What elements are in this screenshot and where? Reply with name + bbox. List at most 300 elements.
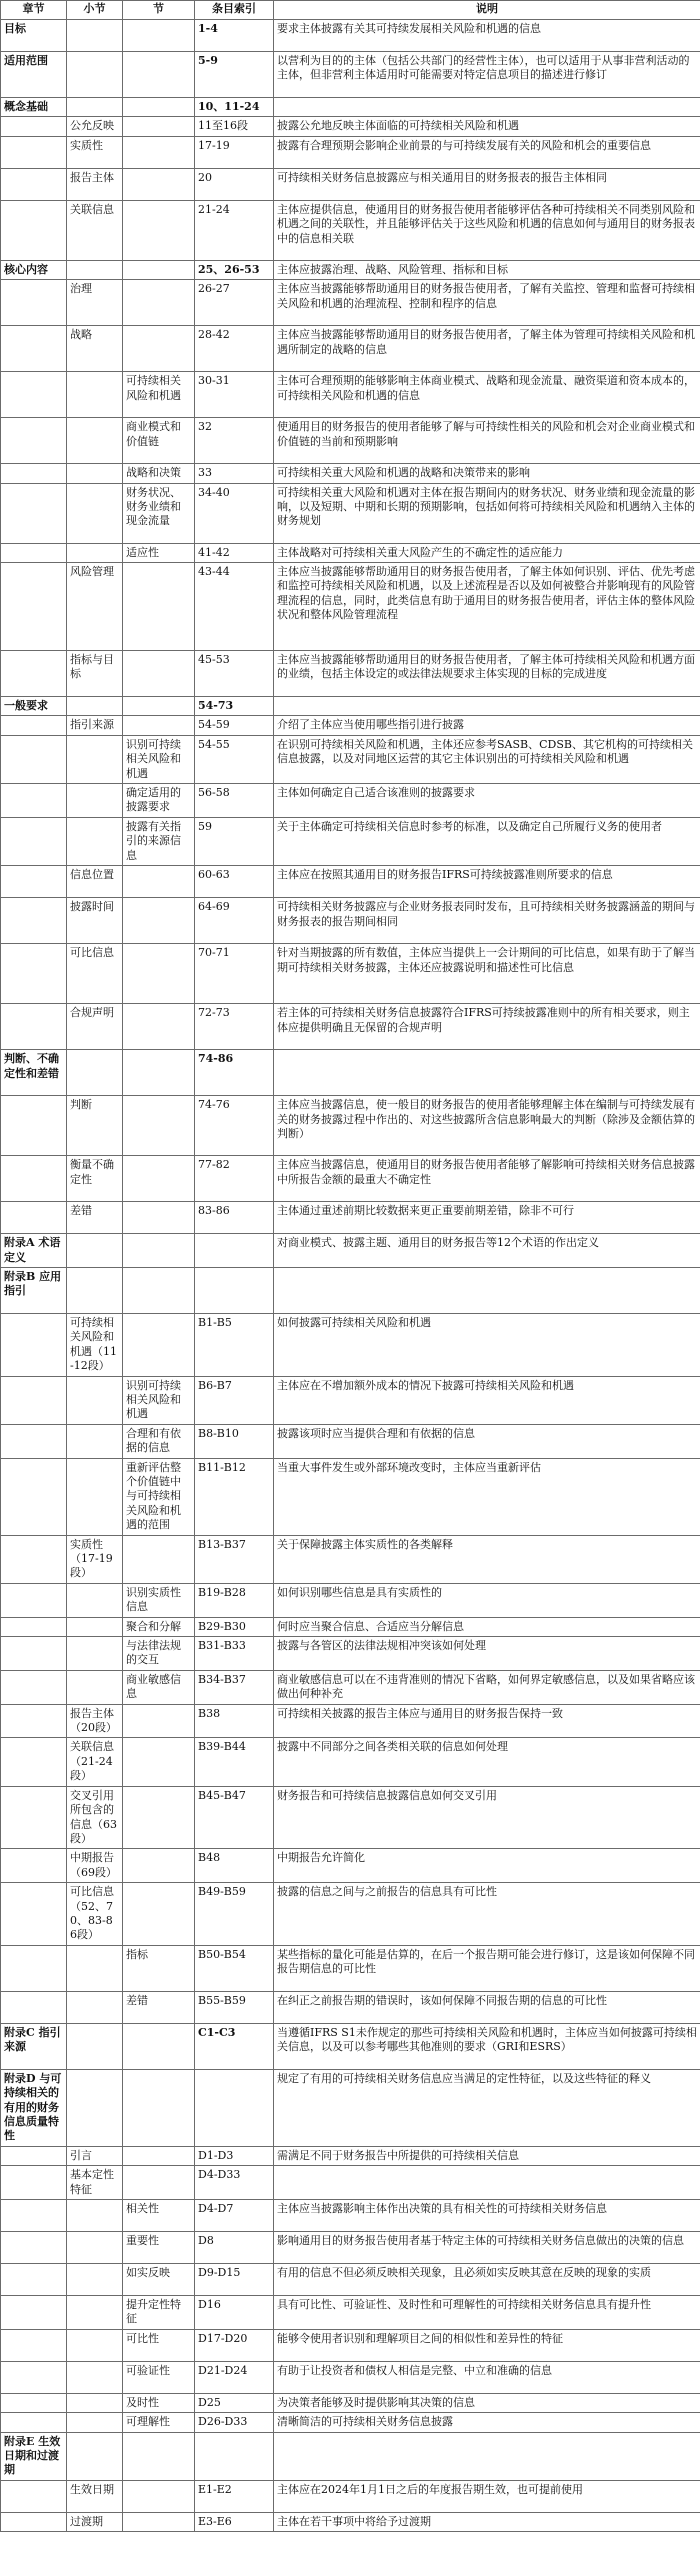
table-row xyxy=(1,2480,700,2512)
cell-subsection xyxy=(67,2393,123,2412)
cell-section xyxy=(123,2166,195,2200)
cell-subsection xyxy=(67,2232,123,2264)
table-header-row xyxy=(1,1,700,20)
cell-chapter: 核心内容 xyxy=(1,260,67,279)
cell-index: 54-59 xyxy=(195,716,274,735)
cell-subsection: 披露时间 xyxy=(67,898,123,944)
cell-index: 1-4 xyxy=(195,20,274,52)
cell-section: 差错 xyxy=(123,1991,195,2023)
cell-index: B45-B47 xyxy=(195,1786,274,1849)
cell-section: 商业敏感信息 xyxy=(123,1670,195,1704)
cell-description: 主体通过重述前期比较数据来更正重要前期差错，除非不可行 xyxy=(274,1202,700,1234)
table-row xyxy=(1,1617,700,1636)
header-index: 条目索引 xyxy=(195,1,274,20)
cell-description: 关于主体确定可持续相关信息时参考的标准，以及确定自己所履行义务的使用者 xyxy=(274,817,700,865)
cell-index: 20 xyxy=(195,168,274,200)
cell-index: 74-86 xyxy=(195,1050,274,1096)
cell-section xyxy=(123,2023,195,2069)
cell-section xyxy=(123,98,195,117)
table-row xyxy=(1,543,700,562)
cell-subsection xyxy=(67,2069,123,2146)
cell-description: 对商业模式、披露主题、通用目的财务报告等12个术语的作出定义 xyxy=(274,1234,700,1268)
cell-description: 主体应在不增加额外成本的情况下披露可持续相关风险和机遇 xyxy=(274,1376,700,1424)
table-row xyxy=(1,1458,700,1535)
table-row xyxy=(1,2166,700,2200)
table-row xyxy=(1,1583,700,1617)
table-row xyxy=(1,1849,700,1883)
table-row xyxy=(1,1313,700,1376)
cell-chapter xyxy=(1,2480,67,2512)
cell-index xyxy=(195,1267,274,1313)
cell-subsection: 判断 xyxy=(67,1096,123,1156)
cell-subsection: 关联信息（21-24段） xyxy=(67,1738,123,1786)
cell-index: 43-44 xyxy=(195,563,274,651)
cell-chapter xyxy=(1,1670,67,1704)
cell-description: 在识别可持续相关风险和机遇，主体还应参考SASB、CDSB、其它机构的可持续相关信息披露，以及对同地区运营的其它主体识别出的可持续相关风险和机遇 xyxy=(274,735,700,783)
cell-section xyxy=(123,280,195,326)
cell-description: 在纠正之前报告期的错误时，该如何保障不同报告期的信息的可比性 xyxy=(274,1991,700,2023)
cell-chapter xyxy=(1,543,67,562)
table-row xyxy=(1,326,700,372)
cell-chapter xyxy=(1,200,67,260)
cell-section: 识别可持续相关风险和机遇 xyxy=(123,1376,195,1424)
cell-index: 33 xyxy=(195,464,274,483)
cell-chapter xyxy=(1,1535,67,1583)
cell-chapter xyxy=(1,1004,67,1050)
header-section: 节 xyxy=(123,1,195,20)
table-row xyxy=(1,260,700,279)
table-row xyxy=(1,1535,700,1583)
table-row xyxy=(1,2432,700,2480)
cell-section xyxy=(123,200,195,260)
table-row xyxy=(1,1202,700,1234)
cell-chapter xyxy=(1,2146,67,2165)
cell-index: 54-73 xyxy=(195,697,274,716)
cell-index: D1-D3 xyxy=(195,2146,274,2165)
cell-subsection xyxy=(67,1234,123,1268)
cell-section xyxy=(123,563,195,651)
cell-chapter xyxy=(1,1424,67,1458)
cell-subsection xyxy=(67,1267,123,1313)
cell-subsection xyxy=(67,2296,123,2330)
cell-subsection xyxy=(67,1637,123,1671)
cell-index: B19-B28 xyxy=(195,1583,274,1617)
cell-section: 披露有关指引的来源信息 xyxy=(123,817,195,865)
cell-index: 34-40 xyxy=(195,483,274,543)
cell-section xyxy=(123,168,195,200)
cell-index: 72-73 xyxy=(195,1004,274,1050)
cell-index: 74-76 xyxy=(195,1096,274,1156)
cell-subsection xyxy=(67,2413,123,2432)
cell-subsection: 实质性 xyxy=(67,136,123,168)
table-row xyxy=(1,1704,700,1738)
cell-section xyxy=(123,716,195,735)
cell-description: 具有可比性、可验证性、及时性和可理解性的可持续相关财务信息具有提升性 xyxy=(274,2296,700,2330)
cell-chapter xyxy=(1,2512,67,2531)
table-row xyxy=(1,2413,700,2432)
cell-description: 商业敏感信息可以在不违背准则的情况下省略，如何界定敏感信息，以及如果省略应该做出何种补充 xyxy=(274,1670,700,1704)
cell-chapter xyxy=(1,1202,67,1234)
table-row xyxy=(1,1424,700,1458)
cell-description: 披露的信息之间与之前报告的信息具有可比性 xyxy=(274,1883,700,1946)
cell-description xyxy=(274,2166,700,2200)
cell-description: 主体在若干事项中将给予过渡期 xyxy=(274,2512,700,2531)
cell-chapter xyxy=(1,651,67,697)
header-chapter: 章节 xyxy=(1,1,67,20)
cell-description: 有用的信息不但必须反映相关现象，且必须如实反映其意在反映的现象的实质 xyxy=(274,2264,700,2296)
cell-chapter xyxy=(1,464,67,483)
cell-section xyxy=(123,1849,195,1883)
cell-subsection xyxy=(67,418,123,464)
cell-chapter xyxy=(1,326,67,372)
cell-description: 某些指标的量化可能是估算的，在后一个报告期可能会进行修订，这是该如何保障不同报告期信息的可比性 xyxy=(274,1945,700,1991)
cell-index: 25、26-53 xyxy=(195,260,274,279)
cell-description: 主体如何确定自己适合该准则的披露要求 xyxy=(274,784,700,818)
cell-chapter: 附录E 生效日期和过渡期 xyxy=(1,2432,67,2480)
cell-section: 合理和有依据的信息 xyxy=(123,1424,195,1458)
cell-subsection: 战略 xyxy=(67,326,123,372)
cell-chapter xyxy=(1,944,67,1004)
cell-chapter xyxy=(1,1883,67,1946)
cell-subsection: 风险管理 xyxy=(67,563,123,651)
cell-chapter xyxy=(1,1704,67,1738)
cell-section: 重要性 xyxy=(123,2232,195,2264)
cell-subsection: 差错 xyxy=(67,1202,123,1234)
cell-chapter xyxy=(1,1096,67,1156)
cell-index: 5-9 xyxy=(195,52,274,98)
cell-index: 10、11-24 xyxy=(195,98,274,117)
cell-index: E3-E6 xyxy=(195,2512,274,2531)
cell-index: 45-53 xyxy=(195,651,274,697)
header-subsection: 小节 xyxy=(67,1,123,20)
cell-subsection xyxy=(67,817,123,865)
cell-section xyxy=(123,866,195,898)
cell-index: 41-42 xyxy=(195,543,274,562)
cell-description: 可持续相关财务信息披露应与相关通用目的财务报表的报告主体相同 xyxy=(274,168,700,200)
cell-description: 财务报告和可持续信息披露信息如何交叉引用 xyxy=(274,1786,700,1849)
cell-section: 识别可持续相关风险和机遇 xyxy=(123,735,195,783)
cell-subsection xyxy=(67,1424,123,1458)
cell-section: 聚合和分解 xyxy=(123,1617,195,1636)
cell-description: 何时应当聚合信息、合适应当分解信息 xyxy=(274,1617,700,1636)
cell-section xyxy=(123,52,195,98)
cell-subsection xyxy=(67,1945,123,1991)
cell-description: 为决策者能够及时提供影响其决策的信息 xyxy=(274,2393,700,2412)
cell-index: D8 xyxy=(195,2232,274,2264)
cell-chapter xyxy=(1,716,67,735)
table-row xyxy=(1,2232,700,2264)
cell-chapter xyxy=(1,1156,67,1202)
table-row xyxy=(1,168,700,200)
cell-description: 主体应当披露能够帮助通用目的财务报告使用者，了解主体可持续相关风险和机遇方面的业绩，包括主体设定的或法律法规要求主体实现的目标的完成进度 xyxy=(274,651,700,697)
cell-subsection xyxy=(67,1991,123,2023)
cell-description: 如何识别哪些信息是具有实质性的 xyxy=(274,1583,700,1617)
cell-chapter xyxy=(1,117,67,136)
cell-section xyxy=(123,1202,195,1234)
cell-description: 主体战略对可持续相关重大风险产生的不确定性的适应能力 xyxy=(274,543,700,562)
table-row xyxy=(1,372,700,418)
cell-description: 披露公允地反映主体面临的可持续相关风险和机遇 xyxy=(274,117,700,136)
table-row xyxy=(1,2023,700,2069)
cell-subsection: 信息位置 xyxy=(67,866,123,898)
cell-chapter: 适用范围 xyxy=(1,52,67,98)
cell-subsection: 报告主体（20段） xyxy=(67,1704,123,1738)
table-row xyxy=(1,280,700,326)
table-row xyxy=(1,2329,700,2361)
cell-section xyxy=(123,1535,195,1583)
table-row xyxy=(1,563,700,651)
cell-chapter xyxy=(1,372,67,418)
cell-section xyxy=(123,1883,195,1946)
cell-index: B31-B33 xyxy=(195,1637,274,1671)
cell-index: D9-D15 xyxy=(195,2264,274,2296)
table-body xyxy=(1,20,700,2532)
cell-chapter xyxy=(1,1637,67,1671)
cell-subsection: 引言 xyxy=(67,2146,123,2165)
cell-section: 与法律法规的交互 xyxy=(123,1637,195,1671)
cell-section xyxy=(123,2512,195,2531)
cell-index: 30-31 xyxy=(195,372,274,418)
cell-chapter xyxy=(1,1458,67,1535)
table-row xyxy=(1,716,700,735)
cell-description: 介绍了主体应当使用哪些指引进行披露 xyxy=(274,716,700,735)
cell-chapter xyxy=(1,1786,67,1849)
cell-chapter xyxy=(1,418,67,464)
cell-subsection: 中期报告（69段） xyxy=(67,1849,123,1883)
cell-description: 当遵循IFRS S1未作规定的那些可持续相关风险和机遇时，主体应当如何披露可持续相关信息，以及可以参考哪些其他准则的要求（GRI和ESRS） xyxy=(274,2023,700,2069)
cell-subsection xyxy=(67,735,123,783)
table-row xyxy=(1,1376,700,1424)
cell-section xyxy=(123,117,195,136)
table-row xyxy=(1,117,700,136)
cell-section: 重新评估整个价值链中与可持续相关风险和机遇的范围 xyxy=(123,1458,195,1535)
cell-chapter xyxy=(1,817,67,865)
cell-index: 64-69 xyxy=(195,898,274,944)
table-row xyxy=(1,1738,700,1786)
cell-subsection: 指引来源 xyxy=(67,716,123,735)
cell-description: 主体应当披露能够帮助通用目的财务报告使用者，了解有关监控、管理和监督可持续相关风险和机遇的治理流程、控制和程序的信息 xyxy=(274,280,700,326)
cell-index: 70-71 xyxy=(195,944,274,1004)
cell-subsection: 关联信息 xyxy=(67,200,123,260)
cell-index: 56-58 xyxy=(195,784,274,818)
cell-index: 77-82 xyxy=(195,1156,274,1202)
table-row xyxy=(1,20,700,52)
table-row xyxy=(1,1670,700,1704)
cell-index: D16 xyxy=(195,2296,274,2330)
table-row xyxy=(1,866,700,898)
cell-index: 21-24 xyxy=(195,200,274,260)
cell-index: B6-B7 xyxy=(195,1376,274,1424)
cell-section xyxy=(123,1267,195,1313)
cell-subsection: 可比信息 xyxy=(67,944,123,1004)
cell-index: D17-D20 xyxy=(195,2329,274,2361)
cell-section: 财务状况、财务业绩和现金流量 xyxy=(123,483,195,543)
cell-subsection xyxy=(67,1670,123,1704)
cell-description: 主体应当披露信息，使通用目的财务报告使用者能够了解影响可持续相关财务信息披露中所报告金额的最重大不确定性 xyxy=(274,1156,700,1202)
cell-section xyxy=(123,1786,195,1849)
table-row xyxy=(1,735,700,783)
cell-section xyxy=(123,898,195,944)
header-description: 说明 xyxy=(274,1,700,20)
cell-description: 能够令使用者识别和理解项目之间的相似性和差异性的特征 xyxy=(274,2329,700,2361)
cell-subsection xyxy=(67,98,123,117)
cell-section xyxy=(123,2432,195,2480)
table-row xyxy=(1,944,700,1004)
cell-section: 可验证性 xyxy=(123,2361,195,2393)
table-row xyxy=(1,2296,700,2330)
cell-chapter xyxy=(1,866,67,898)
cell-index: B48 xyxy=(195,1849,274,1883)
cell-index: B55-B59 xyxy=(195,1991,274,2023)
cell-chapter xyxy=(1,2361,67,2393)
table-row xyxy=(1,2264,700,2296)
cell-subsection xyxy=(67,372,123,418)
table-row xyxy=(1,98,700,117)
cell-section: 可比性 xyxy=(123,2329,195,2361)
cell-description: 若主体的可持续相关财务信息披露符合IFRS可持续披露准则中的所有相关要求，则主体应提供明确且无保留的合规声明 xyxy=(274,1004,700,1050)
cell-subsection xyxy=(67,2361,123,2393)
table-row xyxy=(1,2361,700,2393)
cell-description: 主体应当披露信息，使一般目的财务报告的使用者能够理解主体在编制与可持续发展有关的财务披露过程中作出的、对这些披露所含信息影响最大的判断（除涉及金额估算的判断） xyxy=(274,1096,700,1156)
cell-index: D4-D33 xyxy=(195,2166,274,2200)
cell-chapter xyxy=(1,2413,67,2432)
cell-section xyxy=(123,326,195,372)
cell-index: 54-55 xyxy=(195,735,274,783)
cell-index: 26-27 xyxy=(195,280,274,326)
cell-chapter xyxy=(1,898,67,944)
table-row xyxy=(1,2146,700,2165)
cell-chapter: 附录A 术语定义 xyxy=(1,1234,67,1268)
cell-subsection xyxy=(67,464,123,483)
cell-chapter: 目标 xyxy=(1,20,67,52)
cell-description xyxy=(274,1267,700,1313)
cell-section: 识别实质性信息 xyxy=(123,1583,195,1617)
table-row xyxy=(1,418,700,464)
cell-description: 可持续相关重大风险和机遇的战略和决策带来的影响 xyxy=(274,464,700,483)
cell-chapter xyxy=(1,483,67,543)
cell-index: B50-B54 xyxy=(195,1945,274,1991)
cell-subsection: 实质性（17-19段） xyxy=(67,1535,123,1583)
cell-chapter xyxy=(1,2296,67,2330)
cell-chapter xyxy=(1,1738,67,1786)
cell-section: 相关性 xyxy=(123,2200,195,2232)
cell-index: D4-D7 xyxy=(195,2200,274,2232)
cell-description: 披露与各管区的法律法规相冲突该如何处理 xyxy=(274,1637,700,1671)
cell-section xyxy=(123,1704,195,1738)
table-row xyxy=(1,2200,700,2232)
cell-description: 主体应提供信息，使通用目的财务报告使用者能够评估各种可持续相关不同类别风险和机遇之间的关联性，并且能够评估关于这些风险和机遇的信息如何与通用目的财务报表中的信息相关联 xyxy=(274,200,700,260)
table-row xyxy=(1,1096,700,1156)
cell-section: 商业模式和价值链 xyxy=(123,418,195,464)
cell-chapter: 概念基础 xyxy=(1,98,67,117)
cell-subsection xyxy=(67,1617,123,1636)
cell-section: 适应性 xyxy=(123,543,195,562)
cell-subsection: 衡量不确定性 xyxy=(67,1156,123,1202)
cell-chapter xyxy=(1,280,67,326)
cell-subsection xyxy=(67,483,123,543)
cell-section: 战略和决策 xyxy=(123,464,195,483)
cell-chapter xyxy=(1,1583,67,1617)
cell-section xyxy=(123,1234,195,1268)
cell-index: B29-B30 xyxy=(195,1617,274,1636)
cell-subsection xyxy=(67,2200,123,2232)
cell-description: 主体应在2024年1月1日之后的年度报告期生效，也可提前使用 xyxy=(274,2480,700,2512)
cell-subsection: 公允反映 xyxy=(67,117,123,136)
cell-description xyxy=(274,98,700,117)
cell-section: 及时性 xyxy=(123,2393,195,2412)
cell-subsection: 治理 xyxy=(67,280,123,326)
table-row xyxy=(1,2393,700,2412)
cell-section xyxy=(123,136,195,168)
cell-section xyxy=(123,1156,195,1202)
cell-subsection xyxy=(67,1376,123,1424)
cell-section: 可持续相关风险和机遇 xyxy=(123,372,195,418)
cell-subsection: 过渡期 xyxy=(67,2512,123,2531)
cell-subsection xyxy=(67,2432,123,2480)
cell-chapter: 附录C 指引来源 xyxy=(1,2023,67,2069)
cell-section xyxy=(123,260,195,279)
cell-index: E1-E2 xyxy=(195,2480,274,2512)
cell-section xyxy=(123,944,195,1004)
cell-section xyxy=(123,1738,195,1786)
cell-subsection xyxy=(67,1050,123,1096)
cell-chapter: 一般要求 xyxy=(1,697,67,716)
table-row xyxy=(1,2512,700,2531)
cell-subsection xyxy=(67,2264,123,2296)
cell-index: B49-B59 xyxy=(195,1883,274,1946)
cell-section xyxy=(123,1050,195,1096)
cell-description: 当重大事件发生或外部环境改变时，主体应当重新评估 xyxy=(274,1458,700,1535)
cell-index: D26-D33 xyxy=(195,2413,274,2432)
cell-index: C1-C3 xyxy=(195,2023,274,2069)
cell-index xyxy=(195,2432,274,2480)
cell-chapter xyxy=(1,784,67,818)
cell-index: B13-B37 xyxy=(195,1535,274,1583)
cell-index: 83-86 xyxy=(195,1202,274,1234)
cell-section: 可理解性 xyxy=(123,2413,195,2432)
cell-chapter xyxy=(1,2329,67,2361)
cell-chapter xyxy=(1,136,67,168)
cell-section xyxy=(123,1313,195,1376)
cell-chapter xyxy=(1,2232,67,2264)
cell-chapter xyxy=(1,1313,67,1376)
cell-description: 主体应在按照其通用目的财务报告IFRS可持续披露准则所要求的信息 xyxy=(274,866,700,898)
cell-description: 需满足不同于财务报告中所提供的可持续相关信息 xyxy=(274,2146,700,2165)
cell-subsection xyxy=(67,697,123,716)
cell-chapter xyxy=(1,2200,67,2232)
table-row xyxy=(1,784,700,818)
cell-subsection xyxy=(67,2329,123,2361)
cell-index: D25 xyxy=(195,2393,274,2412)
cell-description: 中期报告允许简化 xyxy=(274,1849,700,1883)
cell-chapter xyxy=(1,563,67,651)
cell-subsection: 报告主体 xyxy=(67,168,123,200)
cell-subsection xyxy=(67,2023,123,2069)
table-row xyxy=(1,1156,700,1202)
cell-index: B1-B5 xyxy=(195,1313,274,1376)
cell-subsection: 生效日期 xyxy=(67,2480,123,2512)
table-row xyxy=(1,898,700,944)
cell-description: 关于保障披露主体实质性的各类解释 xyxy=(274,1535,700,1583)
cell-subsection: 可持续相关风险和机遇（11-12段） xyxy=(67,1313,123,1376)
cell-description: 要求主体披露有关其可持续发展相关风险和机遇的信息 xyxy=(274,20,700,52)
cell-description: 主体应当披露能够帮助通用目的财务报告使用者，了解主体如何识别、评估、优先考虑和监控可持续相关风险和机遇，以及上述流程是否以及如何被整合并影响现有的风险管理流程的信息，同时，此类信息有助于通用目的财务报告使用者，评估主体的整体风险状况和整体风险管理流程 xyxy=(274,563,700,651)
cell-section: 提升定性特征 xyxy=(123,2296,195,2330)
cell-index: 28-42 xyxy=(195,326,274,372)
cell-index: 11至16段 xyxy=(195,117,274,136)
cell-chapter xyxy=(1,735,67,783)
table-row xyxy=(1,200,700,260)
